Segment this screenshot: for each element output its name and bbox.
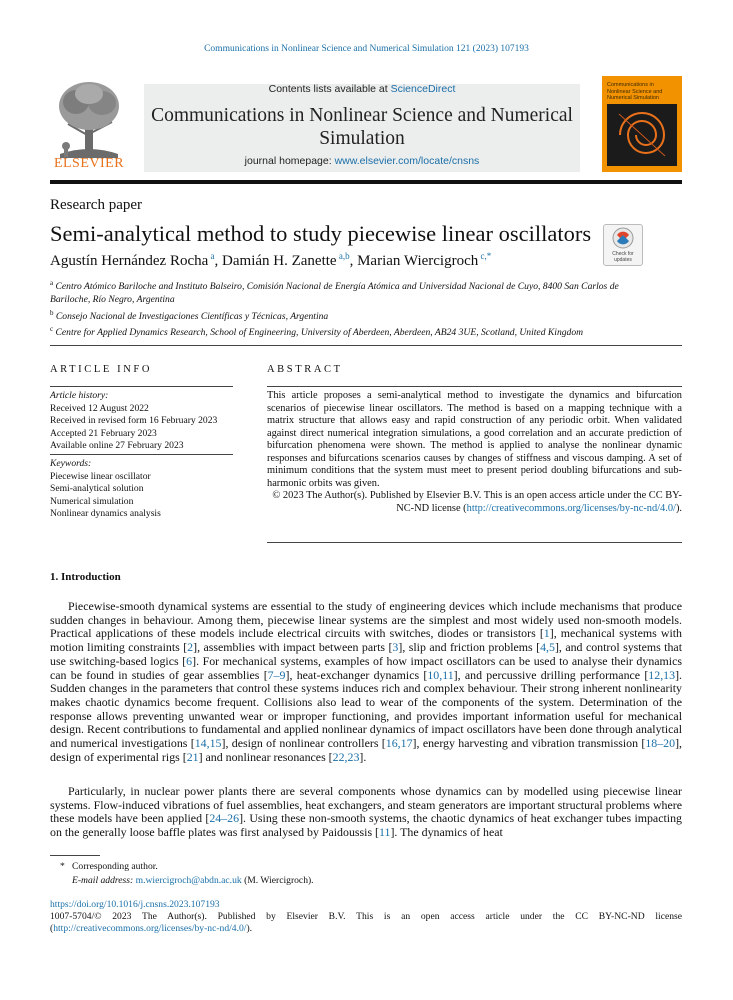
author-separator: , xyxy=(349,253,358,269)
paragraph-text: ], slip and friction problems [ xyxy=(398,640,541,655)
keyword-item: Nonlinear dynamics analysis xyxy=(50,508,161,520)
paragraph-text: ]. The dynamics of heat xyxy=(390,825,503,840)
license-footer xyxy=(50,911,682,936)
doi-link-row xyxy=(50,899,220,910)
history-online: Available online 27 February 2023 xyxy=(50,440,184,452)
crossmark-icon xyxy=(604,225,642,251)
citation-link[interactable]: 11 xyxy=(379,825,391,840)
author-affiliation-marker[interactable]: a,b xyxy=(336,251,350,261)
paragraph-text: ], heat-exchanger dynamics [ xyxy=(285,667,428,682)
body-paragraph xyxy=(50,600,682,764)
author-affiliation-marker[interactable]: c,* xyxy=(478,251,492,261)
affiliation-marker: b xyxy=(50,308,54,317)
history-label: Article history: xyxy=(50,390,109,401)
doi-link[interactable]: https://doi.org/10.1016/j.cnsns.2023.107193 xyxy=(50,899,220,910)
homepage-prefix: journal homepage: xyxy=(244,155,335,167)
section-heading-introduction: 1. Introduction xyxy=(50,571,121,583)
copyright-text: © 2023 The Author(s). Published by Elsevier B.V. This is an open access article under the CC BY-NC-ND license ( xyxy=(272,490,682,514)
citation-link[interactable]: 12,13 xyxy=(648,667,676,682)
sciencedirect-link[interactable]: ScienceDirect xyxy=(390,83,456,95)
affiliation-text: Centre for Applied Dynamics Research, School of Engineering, University of Aberdeen, Aberdeen, AB24 3UE, Scotland, United Kingdom xyxy=(53,327,584,339)
body-paragraph xyxy=(50,785,682,840)
article-type: Research paper xyxy=(50,197,143,213)
publisher-logo-text: ELSEVIER xyxy=(53,156,125,171)
keywords xyxy=(50,458,233,521)
journal-homepage-line xyxy=(144,155,580,167)
abstract-copyright xyxy=(267,490,682,515)
license-suffix: ). xyxy=(246,923,253,935)
history-received: Received 12 August 2022 xyxy=(50,402,149,414)
citation-link[interactable]: 24–26 xyxy=(209,811,240,826)
abstract-rule-bottom xyxy=(267,542,682,543)
info-rule-mid xyxy=(50,454,233,455)
abstract-caption: ABSTRACT xyxy=(267,364,343,375)
paragraph-text: ], and percussive drilling performance [ xyxy=(453,667,649,682)
footnote xyxy=(60,860,314,887)
affiliation-text: Consejo Nacional de Investigaciones Científicas y Técnicas, Argentina xyxy=(53,310,329,322)
paragraph-text: Particularly, in nuclear power plants there are several components whose dynamics can by modelled using piecewise linear systems. Flow-induced vibrations of fuel assemblies, heat exchangers, and steam generators are important structural problems where these models have been applied [ xyxy=(50,784,682,826)
paragraph-text: ]. xyxy=(359,749,367,764)
license-text: 1007-5704/© 2023 The Author(s). Published by Elsevier B.V. This is an open access article under the CC BY-NC-ND license ( xyxy=(50,911,682,935)
abstract-text: This article proposes a semi-analytical method to investigate the dynamics and bifurcation scenarios of piecewise linear oscillators. The method is based on a mapping technique with a matrix structure that allows easy and rapid construction of any periodic orbit. When validated against direct numerical integration simulations, a good correlation and an accurate prediction of bifurcation phenomena were shown. The method is applied to analyse the nonlinear dynamic responses and bifurcations scenarios causes by changes of stiffness and viscous damping. A set of minimum conditions that the system must meet to present period doubling bifurcations and sub-harmonic orbits was given. xyxy=(267,390,682,489)
check-for-updates-badge[interactable] xyxy=(603,224,643,266)
journal-title[interactable]: Communications in Nonlinear Science and Numerical Simulation xyxy=(151,105,573,149)
citation-link[interactable]: 16,17 xyxy=(385,736,413,751)
email-link[interactable]: m.wiercigroch@abdn.ac.uk xyxy=(135,874,242,886)
author-name[interactable]: Agustín Hernández Rocha xyxy=(50,253,209,269)
footer-license-link[interactable]: http://creativecommons.org/licenses/by-nc-nd/4.0/ xyxy=(53,923,247,935)
article-history xyxy=(50,390,233,453)
author-separator: , xyxy=(214,253,223,269)
citation-link[interactable]: 1 xyxy=(543,626,550,641)
author-name[interactable]: Marian Wiercigroch xyxy=(357,253,479,269)
elsevier-logo[interactable] xyxy=(50,76,128,174)
paragraph-text: ], assemblies with impact between parts [ xyxy=(193,640,393,655)
affiliation-marker: a xyxy=(50,279,54,287)
abstract xyxy=(267,390,682,515)
copyright-suffix: ). xyxy=(675,502,682,514)
footnote-rule xyxy=(50,855,100,856)
citation-link[interactable]: 7–9 xyxy=(267,667,286,682)
masthead-rule xyxy=(50,180,682,184)
citation-link[interactable]: 2 xyxy=(187,640,194,655)
paragraph-text: ]. For mechanical systems, examples of how impact oscillators can be used to analyse their dynamics can be found in studies of gear assemblies [ xyxy=(50,653,683,682)
cover-artwork xyxy=(607,104,677,166)
paragraph-text: ] and nonlinear resonances [ xyxy=(198,749,333,764)
cover-title: Communications in Nonlinear Science and Numerical Simulation xyxy=(607,82,663,101)
affiliation-item xyxy=(50,277,650,307)
affiliation-marker: c xyxy=(50,324,54,333)
spiral-artwork-icon xyxy=(607,104,677,166)
history-revised: Received in revised form 16 February 2023 xyxy=(50,415,218,427)
license-link[interactable]: http://creativecommons.org/licenses/by-nc-nd/4.0/ xyxy=(466,502,676,514)
citation-link[interactable]: 14,15 xyxy=(194,736,222,751)
footnote-mark: * xyxy=(60,861,65,872)
author-affiliation-marker[interactable]: a xyxy=(208,251,215,261)
paragraph-text: Piecewise-smooth dynamical systems are essential to the study of engineering devices which include mechanisms that produce sudden changes in behaviour. Among them, piecewise linear systems are the simplest and most widely used non-smooth models. Practical applications of these models include electrical circuits with switches, diodes or transistors [ xyxy=(50,599,682,641)
email-label: E-mail address: xyxy=(72,874,134,886)
running-head[interactable]: Communications in Nonlinear Science and Numerical Simulation 121 (2023) 107193 xyxy=(204,44,529,54)
header-divider xyxy=(50,345,682,346)
paragraph-text: ], energy harvesting and vibration transmission [ xyxy=(412,736,646,751)
paragraph-text: ]. Using these non-smooth systems, the chaotic dynamics of heat exchanger tubes impacting on the generally loose baffle plates was first analysed by Paidoussis [ xyxy=(50,811,682,840)
homepage-link[interactable]: www.elsevier.com/locate/cnsns xyxy=(334,155,480,167)
article-info-caption: ARTICLE INFO xyxy=(50,364,153,375)
keywords-label: Keywords: xyxy=(50,458,92,469)
affiliation-text: Centro Atómico Bariloche and Instituto Balseiro, Comisión Nacional de Energía Atómica and Universidad Nacional de Cuyo, 8400 San Carlos de Bariloche, Río Negro, Argentina xyxy=(50,281,619,306)
citation-link[interactable]: 6 xyxy=(186,653,193,668)
citation-link[interactable]: 3 xyxy=(392,640,399,655)
author-name[interactable]: Damián H. Zanette xyxy=(222,253,337,269)
author-list xyxy=(50,251,491,270)
history-accepted: Accepted 21 February 2023 xyxy=(50,427,157,439)
paragraph-text: ], and control systems that use switching-based logics [ xyxy=(50,640,682,668)
contents-line xyxy=(144,83,580,95)
citation-link[interactable]: 22,23 xyxy=(332,749,360,764)
citation-link[interactable]: 21 xyxy=(186,749,199,764)
corresponding-author-note: Corresponding author. xyxy=(72,861,158,872)
abstract-rule-top xyxy=(267,386,682,387)
keyword-item: Semi-analytical solution xyxy=(50,483,144,495)
info-rule-top xyxy=(50,386,233,387)
affiliations xyxy=(50,277,650,339)
paragraph-text: ]. Sudden changes in the parameters that control these systems induces rich and complex behaviour. Their strong inherent nonlinearity makes chaotic dynamics become frequent. Collisions also lead to wear of the components of the system. Determination of the response allows preventing unwanted wear or improper functioning, and provides important information useful for mechanical design. Recent contributions to fundamental and applied nonlinear dynamics of impact oscillators have been done through analytical and numerical investigations [ xyxy=(50,667,682,751)
paragraph-text: ], design of nonlinear controllers [ xyxy=(221,736,386,751)
paragraph-text: ], design of experimental rigs [ xyxy=(50,736,683,764)
keyword-item: Piecewise linear oscillator xyxy=(50,470,151,482)
citation-link[interactable]: 4,5 xyxy=(540,640,555,655)
affiliation-item xyxy=(50,307,650,323)
crossmark-label: Check for updates xyxy=(612,251,634,263)
keyword-item: Numerical simulation xyxy=(50,495,134,507)
journal-cover-thumbnail[interactable] xyxy=(602,76,682,172)
article-title: Semi-analytical method to study piecewise linear oscillators xyxy=(50,221,592,246)
paragraph-text: ], mechanical systems with motion limiting constraints [ xyxy=(50,626,682,655)
contents-prefix: Contents lists available at xyxy=(268,83,391,95)
email-suffix: (M. Wiercigroch). xyxy=(241,874,314,886)
citation-link[interactable]: 18–20 xyxy=(645,736,676,751)
citation-link[interactable]: 10,11 xyxy=(427,667,454,682)
affiliation-item xyxy=(50,323,650,339)
